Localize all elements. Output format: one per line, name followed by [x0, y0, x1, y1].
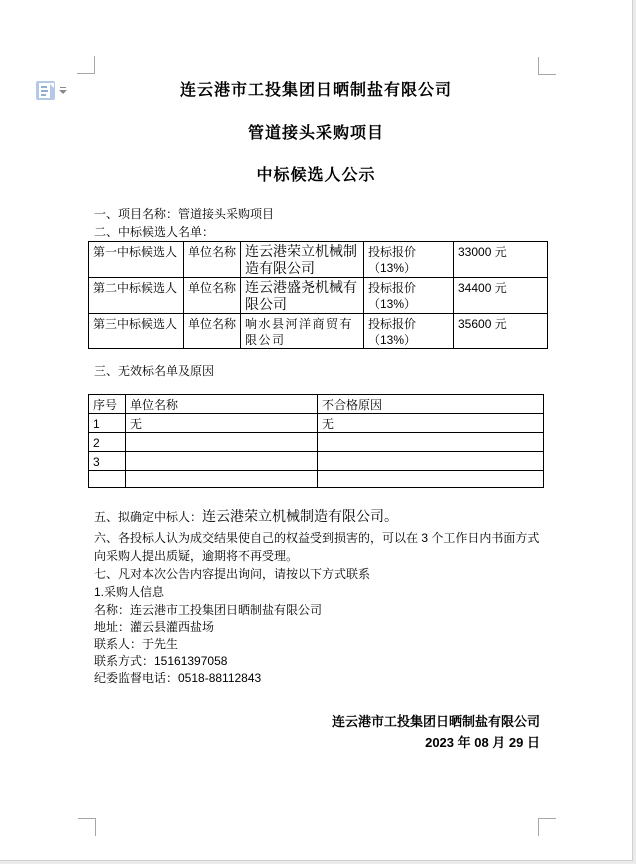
buyer-info-heading: 1.采购人信息 — [94, 585, 165, 599]
para-inquiry: 七、凡对本次公告内容提出询问，请按以下方式联系 — [94, 567, 371, 581]
unit-label-cell: 单位名称 — [184, 278, 241, 314]
winner-label: 五、拟确定中标人： — [94, 510, 203, 524]
para-winner — [94, 507, 540, 526]
winner-company: 连云港荣立机械制造有限公司。 — [202, 508, 399, 524]
contact-supervision-phone: 纪委监督电话：0518-88112843 — [94, 671, 262, 685]
header-cell: 序号 — [89, 395, 126, 414]
table-row — [89, 314, 548, 349]
contact-phone: 联系方式：15161397058 — [94, 654, 228, 668]
company-name-cell: 连云港盛尧机械有限公司 — [241, 278, 364, 314]
price-label-cell: 投标报价（13%） — [364, 278, 454, 314]
table-row — [89, 433, 544, 452]
reason-cell: 无 — [318, 414, 544, 433]
candidates-table — [88, 241, 548, 349]
footer-company: 连云港市工投集团日晒制盐有限公司 — [331, 714, 540, 729]
unit-cell — [126, 433, 318, 452]
company-name-cell: 响水县河洋商贸有限公司 — [241, 314, 364, 349]
table-row — [89, 471, 544, 488]
para-invalid-heading: 三、无效标名单及原因 — [94, 364, 215, 378]
reason-cell — [318, 452, 544, 471]
contact-person: 联系人：于先生 — [94, 637, 179, 651]
crop-mark-bottom-right — [538, 818, 556, 836]
para-objection: 六、各投标人认为成交结果使自己的权益受到损害的，可以在 3 个工作日内书面方式向采购人提出质疑，逾期将不再受理。 — [94, 531, 540, 563]
table-row — [89, 278, 548, 314]
seq-cell: 3 — [89, 452, 126, 471]
price-cell: 35600 元 — [454, 314, 548, 349]
price-label-cell: 投标报价（13%） — [364, 314, 454, 349]
crop-mark-top-right — [538, 57, 556, 75]
reason-cell — [318, 471, 544, 488]
unit-cell — [126, 471, 318, 488]
seq-cell: 2 — [89, 433, 126, 452]
candidate-rank-cell: 第三中标候选人 — [89, 314, 184, 349]
doc-title-company: 连云港市工投集团日晒制盐有限公司 — [179, 82, 452, 99]
footer-date: 2023 年 08 月 29 日 — [425, 735, 540, 750]
chevron-down-icon[interactable] — [59, 87, 67, 95]
seq-cell: 1 — [89, 414, 126, 433]
para-project-name: 一、项目名称：管道接头采购项目 — [94, 207, 275, 221]
paste-document-icon — [36, 81, 55, 100]
table-header-row — [89, 395, 544, 414]
contact-address: 地址：灌云县灌西盐场 — [94, 620, 215, 634]
unit-label-cell: 单位名称 — [184, 242, 241, 278]
crop-mark-bottom-left — [78, 818, 96, 836]
para-candidates-heading: 二、中标候选人名单： — [94, 225, 215, 239]
price-label-cell: 投标报价（13%） — [364, 242, 454, 278]
unit-cell: 无 — [126, 414, 318, 433]
contact-name: 名称：连云港市工投集团日晒制盐有限公司 — [94, 603, 323, 617]
unit-label-cell: 单位名称 — [184, 314, 241, 349]
candidate-rank-cell: 第二中标候选人 — [89, 278, 184, 314]
seq-cell — [89, 471, 126, 488]
reason-cell — [318, 433, 544, 452]
price-cell: 34400 元 — [454, 278, 548, 314]
doc-title-announcement: 中标候选人公示 — [256, 167, 376, 184]
table-row — [89, 452, 544, 471]
candidate-rank-cell: 第一中标候选人 — [89, 242, 184, 278]
unit-cell — [126, 452, 318, 471]
invalid-bids-table — [88, 394, 544, 488]
table-row — [89, 242, 548, 278]
crop-mark-top-left — [77, 56, 95, 74]
header-cell: 单位名称 — [126, 395, 318, 414]
price-cell: 33000 元 — [454, 242, 548, 278]
header-cell: 不合格原因 — [318, 395, 544, 414]
company-name-cell: 连云港荣立机械制造有限公司 — [241, 242, 364, 278]
table-row — [89, 414, 544, 433]
doc-title-project: 管道接头采购项目 — [247, 125, 384, 142]
paste-options-button[interactable] — [35, 79, 69, 103]
